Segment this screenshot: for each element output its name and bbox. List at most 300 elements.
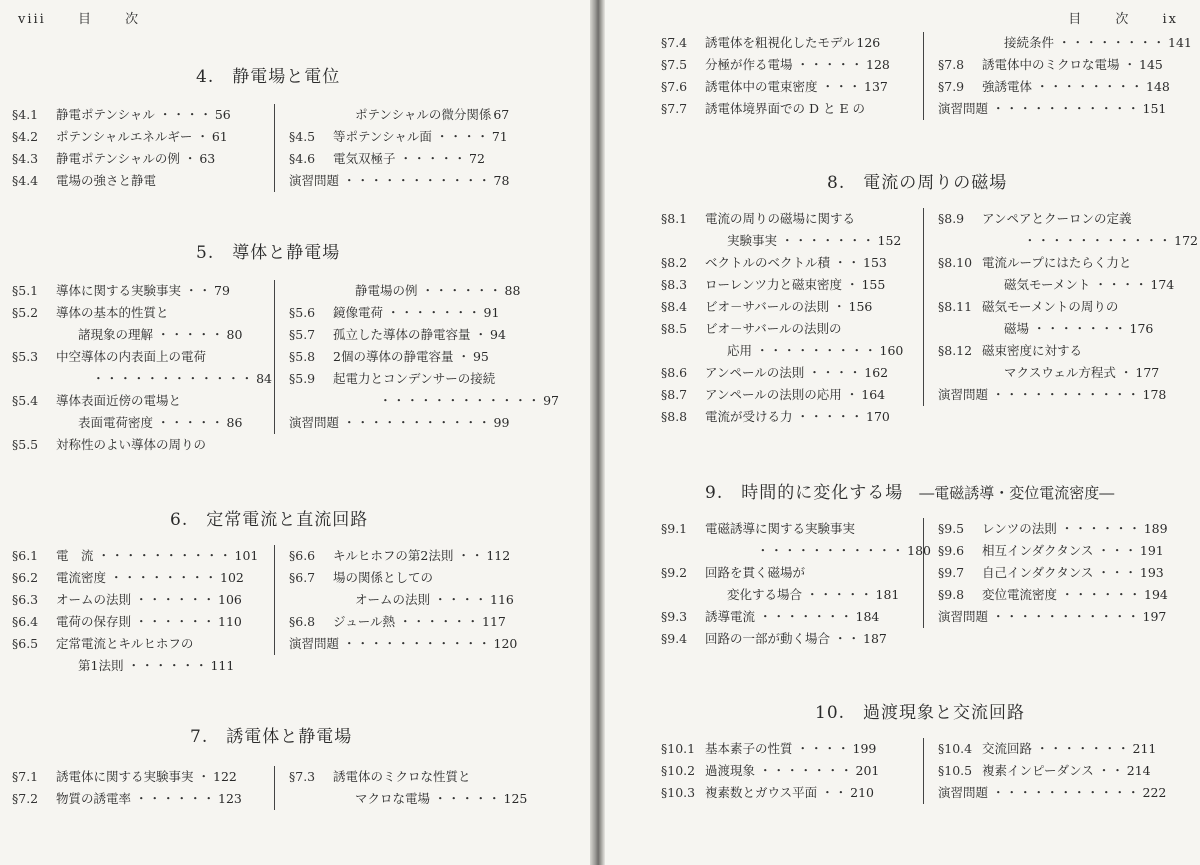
toc-entry	[938, 782, 1198, 804]
page-ref: 122	[213, 769, 237, 784]
page-ref: 194	[1144, 587, 1168, 602]
section-number: §6.1	[12, 548, 39, 563]
running-head	[1068, 8, 1178, 27]
leader-dots: ・・・・・・・・・・・	[992, 387, 1141, 402]
leader-dots: ・・・・・	[157, 415, 225, 430]
leader-dots: ・・・・・・・・・・・	[992, 101, 1141, 116]
section-title: 磁気モーメント	[1004, 277, 1091, 292]
toc-entry	[661, 782, 931, 804]
section-title: 複素数とガウス平面	[705, 785, 818, 800]
toc-entry	[289, 170, 559, 192]
toc-entry	[12, 633, 272, 655]
chapter-title: 8. 電流の周りの磁場	[827, 173, 1008, 193]
section-title: 電気双極子	[333, 151, 396, 166]
page-ref: 84	[256, 371, 272, 386]
page-ref: 125	[503, 791, 528, 806]
toc-entry	[938, 362, 1198, 384]
leader-dots: ・・・・・・	[135, 592, 217, 607]
section-number: §8.11	[938, 299, 973, 314]
section-number: §10.5	[938, 763, 973, 778]
running-head-text: 目	[1068, 12, 1084, 27]
leader-dots: ・・・・	[434, 592, 489, 607]
toc-entry	[661, 318, 931, 340]
section-title: 誘電体中の電束密度	[705, 79, 818, 94]
toc-column	[274, 104, 559, 192]
page-ref: 151	[1142, 101, 1167, 116]
toc-entry	[938, 340, 1198, 362]
page-ref: 160	[879, 343, 904, 358]
toc-column	[923, 738, 1198, 804]
leader-dots: ・・	[821, 785, 849, 800]
toc-entry	[661, 384, 931, 406]
book-gutter	[590, 0, 605, 865]
page-ref: 95	[472, 349, 489, 364]
section-title: 演習問題	[938, 785, 989, 800]
toc-entry	[661, 606, 931, 628]
leader-dots: ・・・・・・・・・・	[97, 548, 233, 563]
section-title: アンペアとクーロンの定義	[982, 211, 1132, 226]
page-ref: 210	[850, 785, 875, 800]
section-number: §8.4	[661, 299, 688, 314]
toc-entry	[938, 540, 1198, 562]
section-title: 誘導電流	[705, 609, 756, 624]
toc-column	[923, 32, 1198, 120]
page-ref: 137	[864, 79, 888, 94]
leader-dots: ・・・・・・・・・・・	[992, 785, 1141, 800]
toc-entry	[661, 362, 931, 384]
section-title: 静電ポテンシャル	[56, 107, 155, 122]
section-title: 基本素子の性質	[705, 741, 793, 756]
chapter-subtitle: ―電磁誘導・変位電流密度―	[919, 484, 1115, 502]
page-ref: 162	[864, 365, 889, 380]
leader-dots: ・・・・・・	[135, 614, 217, 629]
leader-dots: ・・・・・・・・・・・	[343, 415, 492, 430]
leader-dots: ・・・・	[808, 365, 863, 380]
page-ref: 180	[907, 543, 931, 558]
toc-entry	[938, 518, 1198, 540]
section-number: §9.4	[661, 631, 688, 646]
page-ref: 184	[855, 609, 880, 624]
page-ref: 112	[486, 548, 511, 563]
toc-entry	[661, 54, 931, 76]
page-ref: 187	[863, 631, 887, 646]
toc-entry	[661, 584, 931, 606]
section-title: 実験事実	[727, 233, 778, 248]
section-title: 電荷の保存則	[56, 614, 132, 629]
section-title: 諸現象の理解	[78, 327, 154, 342]
page-ref: 197	[1142, 609, 1167, 624]
leader-dots: ・・・・・・・	[1036, 741, 1131, 756]
section-title: 電流密度	[56, 570, 107, 585]
leader-dots: ・・・・	[796, 741, 851, 756]
leader-dots: ・	[1119, 365, 1134, 380]
section-number: §4.3	[12, 151, 39, 166]
page-ref: 172	[1174, 233, 1198, 248]
leader-dots: ・・	[834, 255, 862, 270]
leader-dots: ・・・・・	[434, 791, 502, 806]
page-ref: 174	[1150, 277, 1175, 292]
leader-dots: ・	[197, 769, 212, 784]
leader-dots: ・・・・・・・・・・・	[343, 636, 492, 651]
leader-dots: ・・・・・・	[1061, 587, 1143, 602]
section-title: 相互インダクタンス	[982, 543, 1094, 558]
page-ref: 181	[875, 587, 900, 602]
page-ref: 72	[469, 151, 485, 166]
page-ref: 63	[199, 151, 216, 166]
section-title: ローレンツ力と磁束密度	[705, 277, 842, 292]
section-title: 等ポテンシャル面	[333, 129, 432, 144]
leader-dots: ・・	[457, 548, 485, 563]
page-ref: 141	[1168, 35, 1192, 50]
section-title: ジュール熱	[333, 614, 396, 629]
section-title: 場の関係としての	[333, 570, 434, 585]
toc-entry	[938, 606, 1198, 628]
section-number: §7.4	[661, 35, 688, 50]
toc-entry	[661, 296, 931, 318]
toc-entry	[938, 98, 1198, 120]
section-number: §9.5	[938, 521, 965, 536]
section-number: §9.7	[938, 565, 965, 580]
section-title: 誘電体境界面での D と E の	[705, 101, 866, 116]
page-ref: 152	[877, 233, 902, 248]
section-title: 起電力とコンデンサーの接続	[333, 371, 496, 386]
chapter-title: 6. 定常電流と直流回路	[170, 510, 369, 530]
section-title: 応用	[727, 343, 753, 358]
section-number: §6.5	[12, 636, 39, 651]
section-title: 電流ループにはたらく力と	[982, 255, 1132, 270]
leader-dots: ・・	[834, 631, 862, 646]
toc-entry	[289, 368, 559, 390]
section-title: ベクトルのベクトル積	[705, 255, 831, 270]
page-number: viii	[18, 12, 46, 27]
section-number: §4.6	[289, 151, 316, 166]
toc-entry	[661, 540, 931, 562]
page-ref: 191	[1139, 543, 1164, 558]
section-title: マクスウェル方程式	[1004, 365, 1116, 380]
section-title: 導体に関する実験事実	[56, 283, 182, 298]
toc-entry	[661, 760, 931, 782]
right-page	[605, 0, 1200, 865]
section-title: 過渡現象	[705, 763, 756, 778]
page-ref: 117	[482, 614, 506, 629]
section-number: §7.1	[12, 769, 39, 784]
section-number: §6.2	[12, 570, 39, 585]
section-number: §4.2	[12, 129, 39, 144]
toc-column	[274, 280, 559, 434]
toc-column	[661, 518, 931, 650]
page-ref: 178	[1142, 387, 1167, 402]
toc-entry	[12, 324, 272, 346]
page-ref: 102	[220, 570, 244, 585]
page-ref: 145	[1139, 57, 1163, 72]
leader-dots: ・	[474, 327, 489, 342]
leader-dots: ・	[845, 387, 860, 402]
section-title: 導体表面近傍の電場と	[56, 393, 182, 408]
page-ref: 211	[1132, 741, 1157, 756]
section-number: §5.7	[289, 327, 316, 342]
toc-entry	[289, 611, 559, 633]
section-number: §7.2	[12, 791, 39, 806]
page-ref: 123	[218, 791, 242, 806]
page-ref: 61	[211, 129, 228, 144]
toc-entry	[661, 98, 931, 120]
leader-dots: ・・・・・・・	[759, 763, 854, 778]
section-number: §10.2	[661, 763, 696, 778]
page-ref: 201	[855, 763, 880, 778]
page-ref: 177	[1135, 365, 1160, 380]
toc-entry	[661, 562, 931, 584]
chapter-title: 10. 過渡現象と交流回路	[815, 703, 1026, 723]
section-number: §7.5	[661, 57, 688, 72]
toc-entry	[289, 280, 559, 302]
toc-entry	[12, 545, 272, 567]
section-number: §8.3	[661, 277, 688, 292]
toc-entry	[938, 562, 1198, 584]
leader-dots: ・	[1123, 57, 1138, 72]
section-number: §9.3	[661, 609, 688, 624]
page-ref: 120	[493, 636, 518, 651]
section-title: 定常電流とキルヒホフの	[56, 636, 194, 651]
section-number: §7.8	[938, 57, 965, 72]
toc-column	[661, 32, 931, 120]
toc-entry	[12, 104, 272, 126]
section-title: 誘電体中のミクロな電場	[982, 57, 1120, 72]
page-ref: 91	[483, 305, 500, 320]
page-ref: 222	[1142, 785, 1167, 800]
toc-entry	[289, 324, 559, 346]
section-number: §5.3	[12, 349, 39, 364]
leader-dots: ・・・・・	[399, 151, 468, 166]
leader-dots: ・	[196, 129, 210, 144]
leader-dots: ・・・	[1097, 543, 1138, 558]
section-number: §8.2	[661, 255, 688, 270]
toc-entry	[938, 384, 1198, 406]
section-title: 演習問題	[289, 636, 340, 651]
section-title: 誘電体を粗視化したモデル	[705, 35, 855, 50]
section-title: 変位電流密度	[982, 587, 1058, 602]
section-title: 磁束密度に対する	[982, 343, 1083, 358]
section-number: §5.5	[12, 437, 39, 452]
toc-entry	[289, 302, 559, 324]
running-head-text: 次	[1115, 12, 1131, 27]
section-number: §8.7	[661, 387, 688, 402]
section-number: §8.12	[938, 343, 973, 358]
section-title: 分極が作る電場	[705, 57, 793, 72]
toc-entry	[12, 788, 272, 810]
section-title: 対称性のよい導体の周りの	[56, 437, 207, 452]
chapter-title: 7. 誘電体と静電場	[190, 727, 353, 747]
section-number: §5.8	[289, 349, 316, 364]
page-ref: 153	[863, 255, 887, 270]
leader-dots: ・・・・・	[806, 587, 874, 602]
toc-entry	[289, 589, 559, 611]
page-ref: 79	[214, 283, 230, 298]
section-number: §7.9	[938, 79, 965, 94]
section-number: §7.6	[661, 79, 688, 94]
toc-entry	[289, 766, 559, 788]
leader-dots: ・・・・・・	[421, 283, 503, 298]
toc-entry	[289, 545, 559, 567]
page-ref: 156	[848, 299, 873, 314]
section-number: §10.4	[938, 741, 973, 756]
section-title: 導体の基本的性質と	[56, 305, 169, 320]
section-title: キルヒホフの第2法則	[333, 548, 454, 563]
section-title: 鏡像電荷	[333, 305, 384, 320]
toc-entry	[661, 252, 931, 274]
toc-entry	[12, 766, 272, 788]
page-ref: 101	[234, 548, 259, 563]
page-ref: 128	[866, 57, 890, 72]
leader-dots: ・・・・・・・・・・・	[343, 173, 492, 188]
section-number: §5.4	[12, 393, 39, 408]
left-page	[0, 0, 590, 865]
toc-entry	[12, 126, 272, 148]
section-number: §4.1	[12, 107, 39, 122]
page-ref: 99	[493, 415, 510, 430]
section-number: §4.5	[289, 129, 316, 144]
section-title: アンペールの法則の応用	[705, 387, 842, 402]
leader-dots: ・・・・・・・・・・・	[992, 609, 1141, 624]
leader-dots: ・・・・	[1094, 277, 1149, 292]
leader-dots: ・・・・・・・・・・・・	[92, 371, 255, 386]
toc-entry	[289, 788, 559, 810]
section-title: レンツの法則	[982, 521, 1057, 536]
page-ref: 155	[861, 277, 886, 292]
leader-dots: ・・・・・	[796, 57, 865, 72]
page-ref: 189	[1143, 521, 1168, 536]
section-title: 自己インダクタンス	[982, 565, 1094, 580]
leader-dots: ・・	[1097, 763, 1125, 778]
section-number: §9.2	[661, 565, 688, 580]
leader-dots: ・・・・・・・・・・・・	[379, 393, 542, 408]
section-title: 電 流	[56, 548, 94, 563]
toc-entry	[661, 340, 931, 362]
page-ref: 176	[1129, 321, 1154, 336]
leader-dots: ・・・・・・・	[759, 609, 854, 624]
section-title: 誘電体に関する実験事実	[56, 769, 194, 784]
leader-dots: ・・・・・・・	[781, 233, 876, 248]
toc-entry	[12, 655, 272, 677]
leader-dots: ・・・・・・・・・・・	[1023, 233, 1173, 248]
section-number: §5.6	[289, 305, 316, 320]
section-title: 物質の誘電率	[56, 791, 132, 806]
section-title: 2個の導体の静電容量	[333, 349, 454, 364]
toc-entry	[12, 434, 272, 456]
toc-entry	[289, 412, 559, 434]
section-number: §5.9	[289, 371, 316, 386]
page-ref: 71	[491, 129, 508, 144]
page-ref: 56	[214, 107, 231, 122]
leader-dots: ・・・・・・・・・	[756, 343, 878, 358]
section-title: 強誘電体	[982, 79, 1033, 94]
section-number: §8.10	[938, 255, 973, 270]
toc-entry	[938, 584, 1198, 606]
section-number: §10.3	[661, 785, 696, 800]
page-ref: 199	[852, 741, 877, 756]
toc-column	[274, 766, 559, 810]
toc-entry	[938, 32, 1198, 54]
section-title: ポテンシャルエネルギー	[56, 129, 193, 144]
page-ref: 170	[866, 409, 890, 424]
leader-dots: ・・・・・・・	[387, 305, 482, 320]
section-title: オームの法則	[56, 592, 132, 607]
toc-entry	[12, 302, 272, 324]
toc-column	[661, 738, 931, 804]
toc-entry	[938, 76, 1198, 98]
section-number: §5.2	[12, 305, 39, 320]
toc-column	[274, 545, 559, 655]
toc-entry	[289, 148, 559, 170]
toc-entry	[938, 296, 1198, 318]
toc-entry	[289, 126, 559, 148]
leader-dots: ・	[845, 277, 860, 292]
section-title: 第1法則	[78, 658, 124, 673]
leader-dots: ・・・	[821, 79, 863, 94]
section-number: §9.6	[938, 543, 965, 558]
leader-dots: ・・・・・・	[135, 791, 217, 806]
toc-entry	[12, 611, 272, 633]
section-number: §7.7	[661, 101, 688, 116]
toc-entry	[661, 406, 931, 428]
section-number: §5.1	[12, 283, 39, 298]
section-title: 演習問題	[938, 387, 989, 402]
section-title: 演習問題	[938, 609, 989, 624]
section-title: オームの法則	[355, 592, 431, 607]
toc-entry	[938, 274, 1198, 296]
leader-dots: ・・・・・・	[399, 614, 481, 629]
toc-entry	[661, 274, 931, 296]
section-title: マクロな電場	[355, 791, 431, 806]
page-ref: 214	[1126, 763, 1151, 778]
section-title: 回路を貫く磁場が	[705, 565, 806, 580]
toc-entry	[938, 318, 1198, 340]
toc-column	[12, 545, 272, 677]
toc-entry	[12, 346, 272, 368]
chapter-title-text: 9. 時間的に変化する場	[705, 483, 904, 503]
section-title: 表面電荷密度	[78, 415, 154, 430]
section-number: §6.8	[289, 614, 316, 629]
leader-dots: ・・・・・・	[1060, 521, 1142, 536]
toc-entry	[661, 76, 931, 98]
section-title: 電場の強さと静電	[56, 173, 157, 188]
section-title: 静電場の例	[355, 283, 418, 298]
leader-dots: ・	[183, 151, 198, 166]
section-title: 磁気モーメントの周りの	[982, 299, 1119, 314]
toc-entry	[12, 148, 272, 170]
leader-dots: ・・・・	[435, 129, 490, 144]
page-ref: 193	[1139, 565, 1164, 580]
section-title: ビオ－サバールの法則の	[705, 321, 842, 336]
section-number: §9.1	[661, 521, 688, 536]
toc-column	[12, 280, 272, 456]
section-number: §8.5	[661, 321, 688, 336]
section-title: 電流が受ける力	[705, 409, 793, 424]
section-title: 電磁誘導に関する実験事実	[705, 521, 856, 536]
chapter-title: 5. 導体と静電場	[196, 243, 341, 263]
section-number: §8.1	[661, 211, 688, 226]
toc-entry	[12, 589, 272, 611]
leader-dots: ・・・・・	[157, 327, 225, 342]
toc-entry	[12, 412, 272, 434]
section-title: ビオ－サバールの法則	[705, 299, 830, 314]
running-head-text: 目	[77, 12, 93, 27]
toc-entry	[289, 346, 559, 368]
section-number: §6.6	[289, 548, 316, 563]
chapter-title: 4. 静電場と電位	[196, 67, 341, 87]
page-ref: 126	[856, 35, 881, 50]
leader-dots: ・・・・・・・・	[1036, 79, 1145, 94]
toc-entry	[938, 738, 1198, 760]
